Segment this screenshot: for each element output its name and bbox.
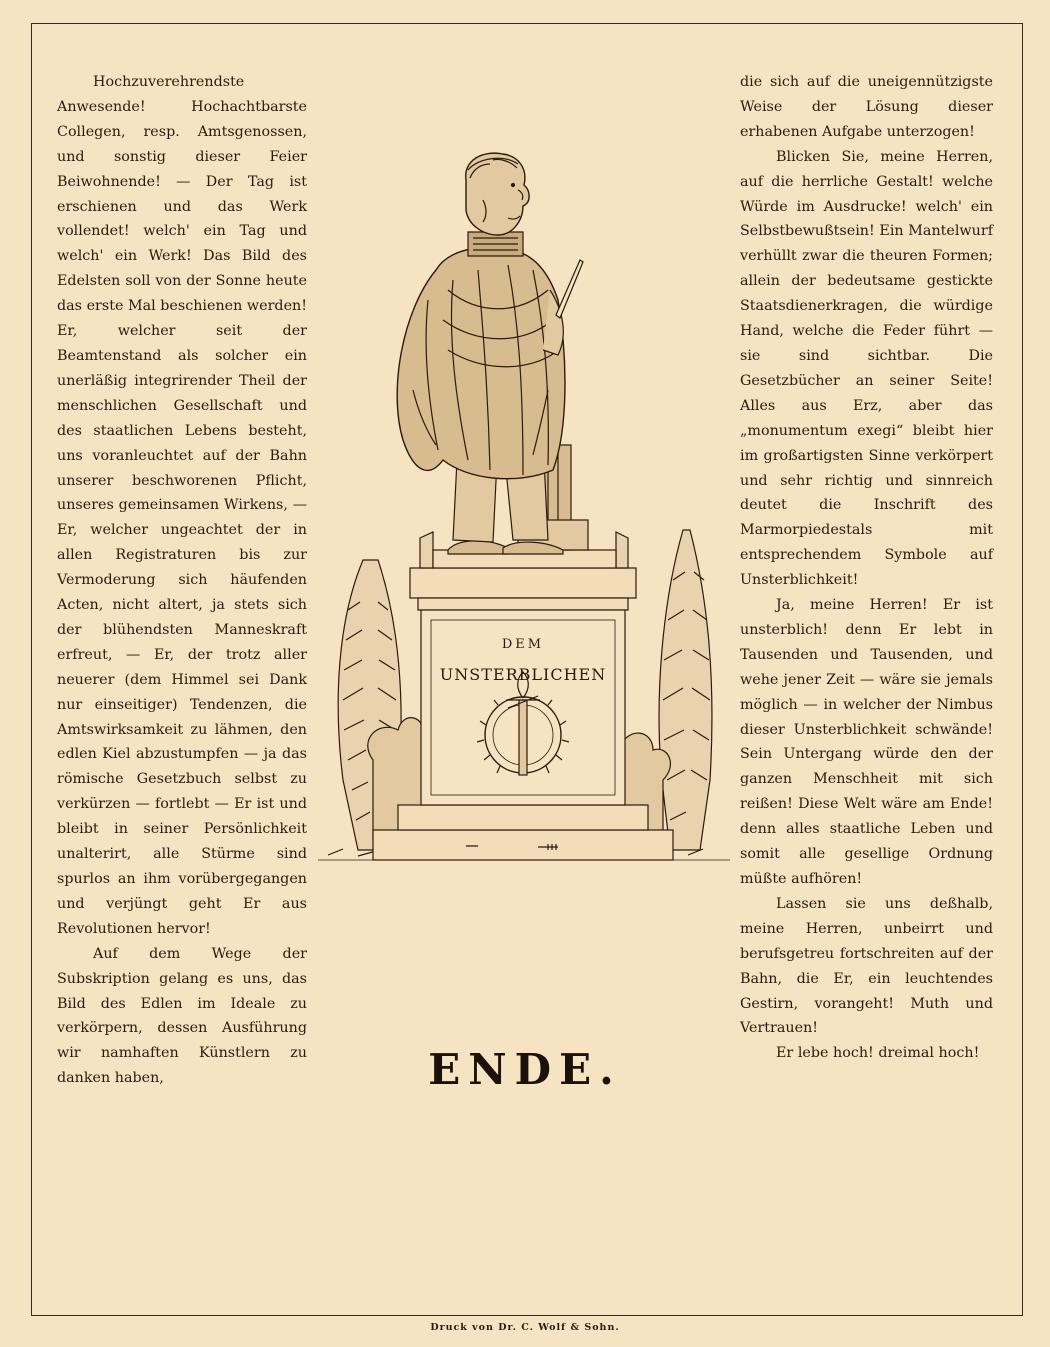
statue-illustration xyxy=(318,140,730,880)
ende-title: ENDE. xyxy=(428,1045,622,1094)
pedestal-inscription-line2: UNSTERBLICHEN xyxy=(439,665,607,684)
printer-imprint: Druck von Dr. C. Wolf & Sohn. xyxy=(430,1322,620,1333)
paragraph: Lassen sie uns deßhalb, meine Herren, unbeirrt und berufsgetreu fortschreiten auf der Bahn, die Er, ein leuchtendes Gestirn, vorangeht! Muth und Vertrauen! xyxy=(740,895,993,1037)
paragraph: Blicken Sie, meine Herren, auf die herrliche Gestalt! welche Würde im Ausdrucke! welch' ein Selbstbewußtsein! Ein Mantelwurf verhüllt zwar die theuren Formen; allein der bedeutsame gestickte Staatsdienerkragen, die würdige Hand, welche die Feder führt — sie sind sichtbar. Die Gesetzbücher an seiner Seite! Alles aus Erz, aber das „monumentum exegi“ bleibt hier im großartigsten Sinne verkörpert und sehr richtig und sinnreich deutet die Inschrift des Marmorpiedestals mit entsprechendem Symbole auf Unsterblichkeit! xyxy=(740,148,993,589)
cypress-right xyxy=(659,530,712,850)
paragraph: Hochzuverehrendste Anwesende! Hochachtbarste Collegen, resp. Amtsgenossen, und sonstig dieser Feier Beiwohnende! — Der Tag ist erschienen und das Werk vollendet! welch' ein Tag und welch' ein Werk! Das Bild des Edelsten soll von der Sonne heute das erste Mal beschienen werden! Er, welcher seit der Beamtenstand als solcher ein unerläßig integrirender Theil der menschlichen Gesellschaft und des staatlichen Lebens besteht, uns voranleuchtet auf der Bahn unserer beschworenen Pflicht, unseres gemeinsamen Wirkens, — Er, welcher ungeachtet der in allen Registraturen bis zur Vermoderung sich häufenden Acten, nicht altert, ja stets sich der blühendsten Manneskraft erfreut, — Er, der trotz aller neuerer (dem Himmel sei Dank nur einseitiger) Tendenzen, die Amtswirksamkeit zu lähmen, den edlen Kiel abzustumpfen — ja das römische Gesetzbuch selbst zu verkürzen — fortlebt — Er ist und bleibt in seiner Persönlichkeit unalterirt, alle Stürme sind spurlos an ihm vorübergegangen und verjüngt geht Er aus Revolutionen hervor! xyxy=(57,74,307,937)
statue-head xyxy=(466,153,529,235)
pedestal-inscription-line1: DEM xyxy=(501,637,545,652)
left-text-column xyxy=(57,70,307,1091)
paragraph: Ja, meine Herren! Er ist unsterblich! denn Er lebt in Tausenden und Tausenden, und wehe jener Zeit — wäre sie jemals möglich — in welcher der Nimbus dieser Unsterblichkeit schwände! Sein Untergang würde den der ganzen Menschheit mit sich reißen! Diese Welt wäre am Ende! denn alles staatliche Leben und somit alle gesellige Ordnung müßte aufhören! xyxy=(740,597,993,887)
right-text-column xyxy=(740,70,993,1066)
paragraph: Er lebe hoch! dreimal hoch! xyxy=(776,1045,980,1062)
paragraph-continuation: die sich auf die uneigennützigste Weise der Lösung dieser erhabenen Aufgabe unterzogen! xyxy=(740,74,993,140)
paragraph: Auf dem Wege der Subskription gelang es uns, das Bild des Edlen im Ideale zu verkörpern, dessen Ausführung wir namhaften Künstlern zu danken haben, xyxy=(57,945,307,1087)
